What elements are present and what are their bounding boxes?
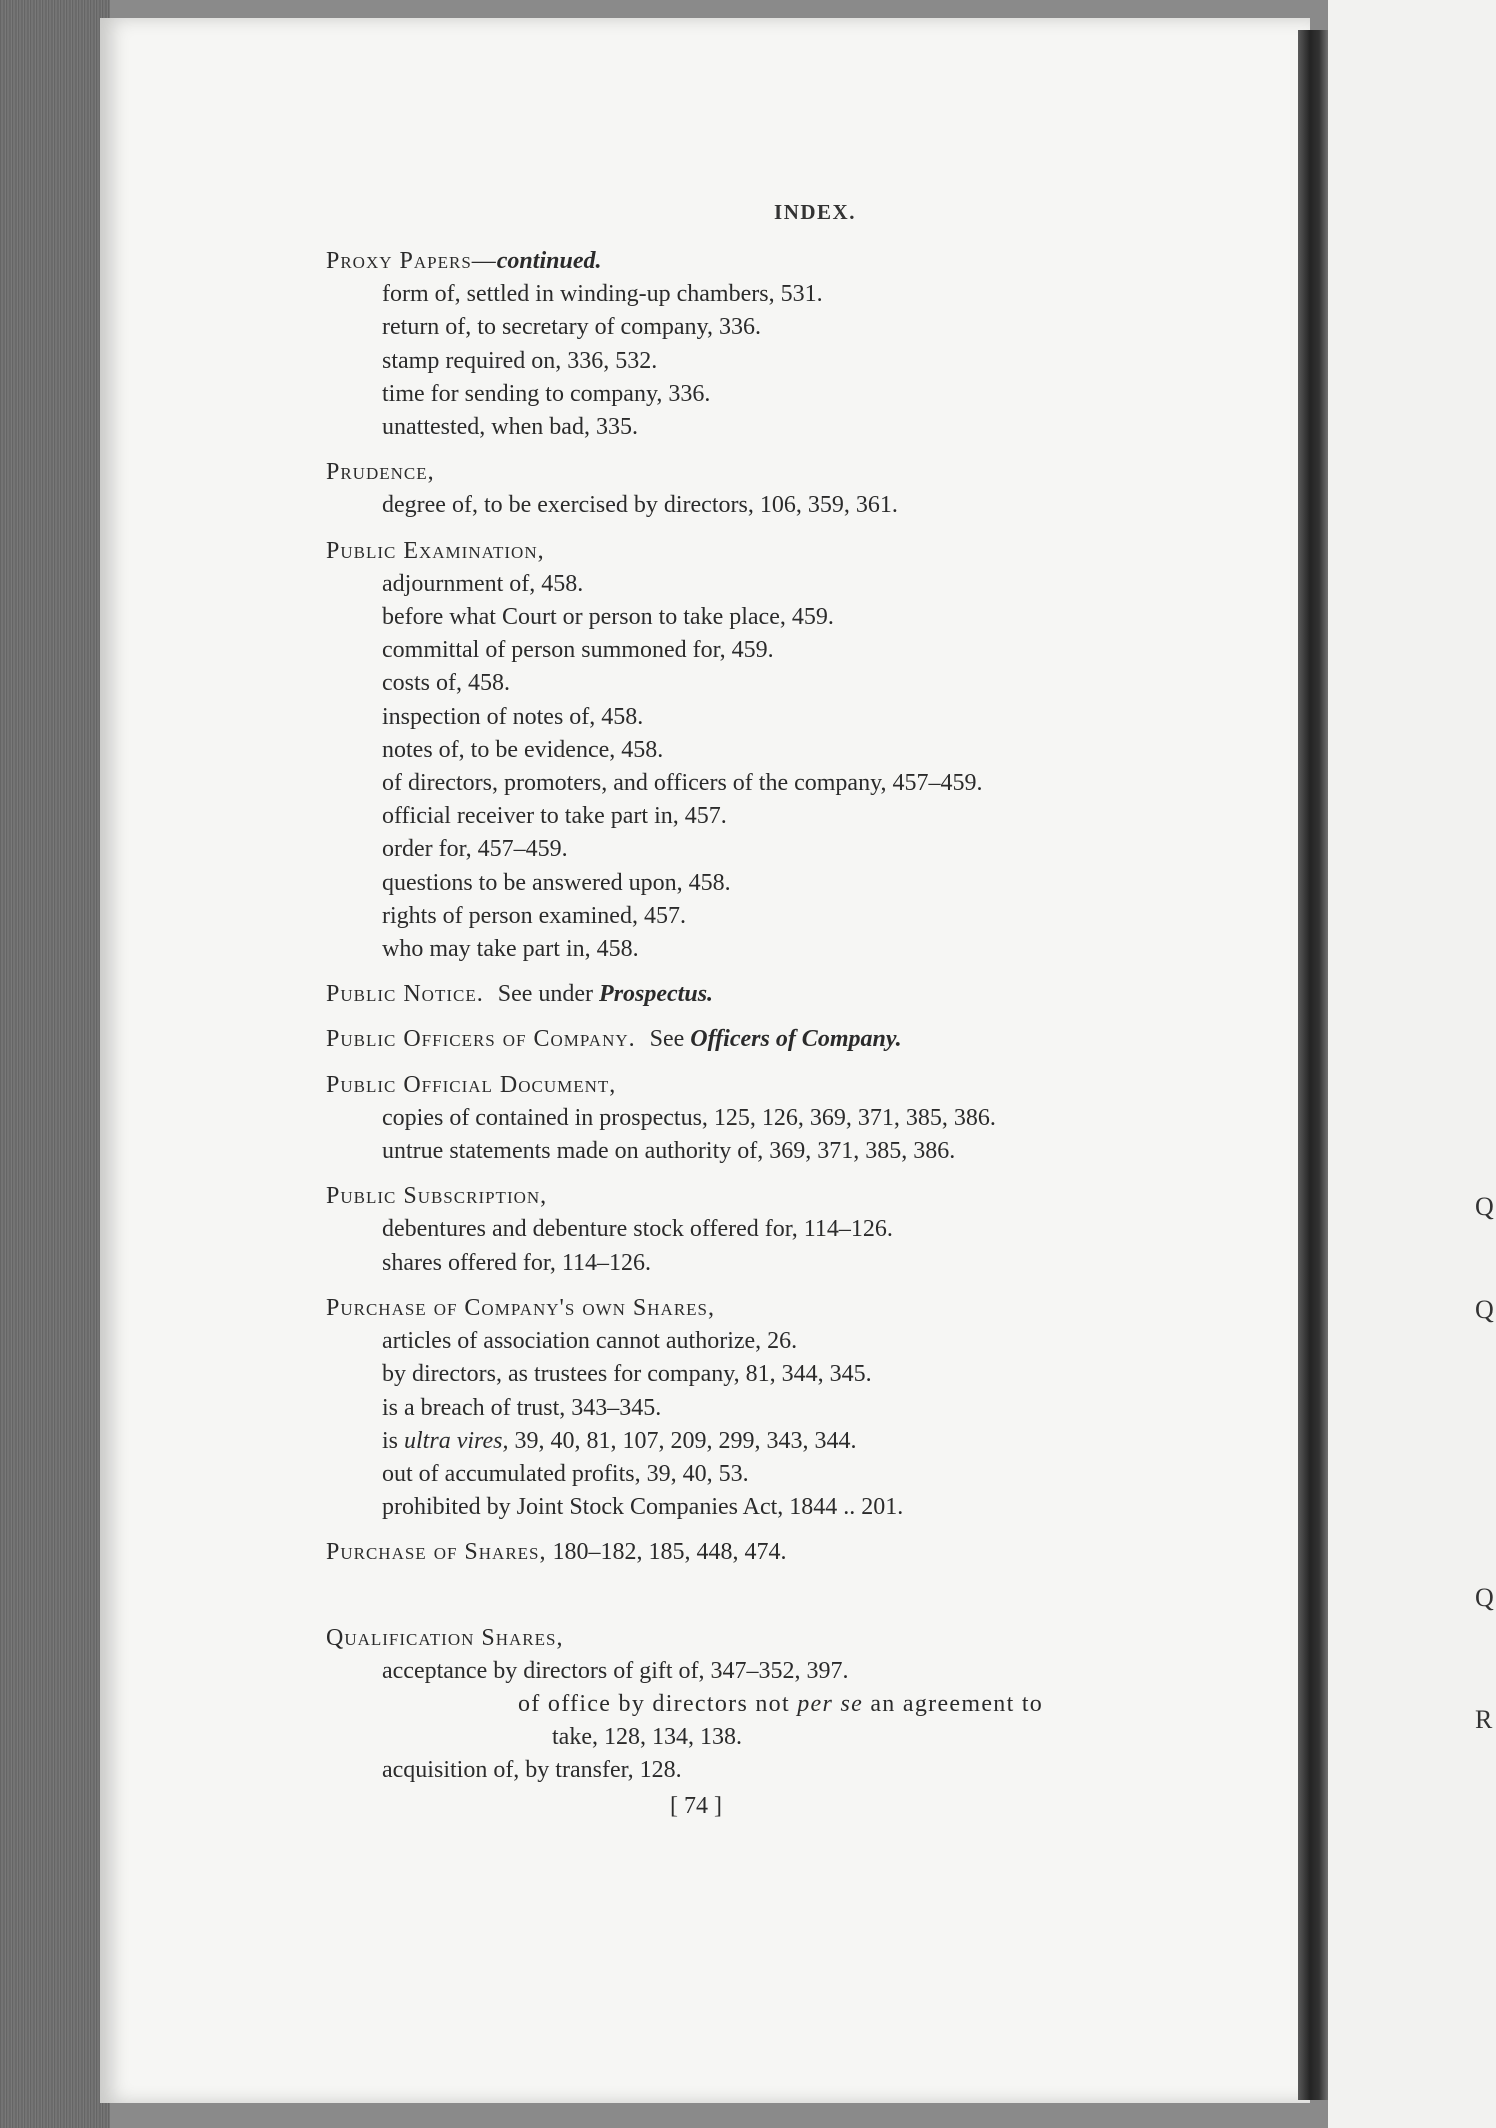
- entry-heading: Prudence,: [326, 459, 435, 486]
- page-number: [ 74 ]: [670, 1792, 722, 1819]
- subentry: is a breach of trust, 343–345.: [382, 1394, 662, 1421]
- continued-label: continued.: [496, 248, 602, 274]
- entry-heading: Purchase of Company's own Shares,: [326, 1294, 716, 1321]
- subentry: untrue statements made on authority of, 369, 371, 385, 386.: [382, 1138, 956, 1165]
- subentry: costs of, 458.: [382, 670, 510, 697]
- subentry: by directors, as trustees for company, 81, 344, 345.: [382, 1361, 872, 1388]
- subentry: prohibited by Joint Stock Companies Act, 1844 .. 201.: [382, 1494, 904, 1521]
- entry-heading: Public Official Document,: [326, 1071, 617, 1098]
- book-gutter: [1298, 30, 1328, 2100]
- book-page-edges: [0, 0, 110, 2128]
- index-entry-public-examination: [326, 535, 1186, 967]
- subentry-text: is: [382, 1427, 405, 1454]
- running-head: INDEX.: [774, 200, 856, 224]
- index-entry-public-officers: [326, 1023, 1186, 1056]
- subentry: of directors, promoters, and officers of the company, 457–459.: [382, 770, 983, 797]
- subentry: form of, settled in winding-up chambers, 531.: [382, 281, 823, 308]
- entry-heading: Public Examination,: [326, 537, 545, 564]
- subentry: who may take part in, 458.: [382, 936, 639, 963]
- index-entry-purchase-of-shares: [326, 1536, 1186, 1569]
- subentry: notes of, to be evidence, 458.: [382, 736, 664, 763]
- subentry: copies of contained in prospectus, 125, 126, 369, 371, 385, 386.: [382, 1104, 996, 1131]
- entry-heading: Proxy Papers—: [326, 248, 497, 274]
- subentry: [326, 1425, 1186, 1458]
- subentry: before what Court or person to take place, 459.: [382, 604, 834, 631]
- cross-reference: Prospectus.: [599, 981, 714, 1008]
- index-entry-prudence: [326, 456, 1186, 522]
- section-gap: [326, 1582, 1186, 1622]
- subentry: shares offered for, 114–126.: [382, 1249, 651, 1276]
- subentry: time for sending to company, 336.: [382, 380, 711, 407]
- subentry: rights of person examined, 457.: [382, 902, 686, 929]
- facing-page-letter: Q: [1475, 1295, 1494, 1324]
- subentry: debentures and debenture stock offered for, 114–126.: [382, 1216, 893, 1243]
- index-entry-qualification-shares: [326, 1622, 1186, 1788]
- entry-heading: Qualification Shares,: [326, 1624, 564, 1651]
- see-reference: See under: [497, 981, 594, 1008]
- subentry: acquisition of, by transfer, 128.: [382, 1757, 682, 1784]
- index-entry-proxy-papers: [326, 245, 1186, 444]
- subentry: questions to be answered upon, 458.: [382, 869, 731, 896]
- index-entry-public-official-document: [326, 1069, 1186, 1169]
- subentry: return of, to secretary of company, 336.: [382, 314, 761, 341]
- subentry: degree of, to be exercised by directors, 106, 359, 361.: [382, 492, 898, 519]
- subentry: order for, 457–459.: [382, 836, 568, 863]
- cross-reference: Officers of Company.: [690, 1026, 902, 1053]
- subentry: acceptance by directors of gift of, 347–352, 397.: [382, 1657, 849, 1684]
- facing-page: [1328, 0, 1496, 2128]
- subentry: inspection of notes of, 458.: [382, 703, 644, 730]
- subentry-continuation: take, 128, 134, 138.: [552, 1724, 742, 1751]
- subentry-text: 39, 40, 81, 107, 209, 299, 343, 344.: [508, 1427, 857, 1454]
- subentry: adjournment of, 458.: [382, 570, 584, 597]
- subentry-text: an agreement to: [863, 1690, 1044, 1717]
- subentry: out of accumulated profits, 39, 40, 53.: [382, 1460, 749, 1487]
- subentry: official receiver to take part in, 457.: [382, 803, 727, 830]
- facing-page-letter: R: [1475, 1705, 1493, 1734]
- page-references: 180–182, 185, 448, 474.: [546, 1539, 787, 1566]
- entry-heading: Purchase of Shares,: [326, 1539, 547, 1566]
- index-entry-public-notice: [326, 978, 1186, 1011]
- latin-term: ultra vires,: [404, 1427, 509, 1454]
- entry-heading: Public Subscription,: [326, 1183, 548, 1210]
- index-content: [326, 245, 1186, 1823]
- index-entry-purchase-own-shares: [326, 1292, 1186, 1524]
- facing-page-letter: Q: [1475, 1583, 1494, 1612]
- index-entry-public-subscription: [326, 1180, 1186, 1280]
- subentry-continuation: [326, 1688, 1186, 1721]
- latin-term: per se: [797, 1690, 864, 1717]
- facing-page-letter: Q: [1475, 1192, 1494, 1221]
- see-reference: See: [649, 1026, 685, 1053]
- entry-heading: Public Notice.: [326, 981, 484, 1008]
- subentry: unattested, when bad, 335.: [382, 414, 638, 441]
- subentry: stamp required on, 336, 532.: [382, 347, 658, 374]
- entry-heading: Public Officers of Company.: [326, 1026, 636, 1053]
- subentry: committal of person summoned for, 459.: [382, 637, 774, 664]
- subentry: articles of association cannot authorize, 26.: [382, 1328, 798, 1355]
- subentry-text: of office by directors not: [518, 1690, 798, 1717]
